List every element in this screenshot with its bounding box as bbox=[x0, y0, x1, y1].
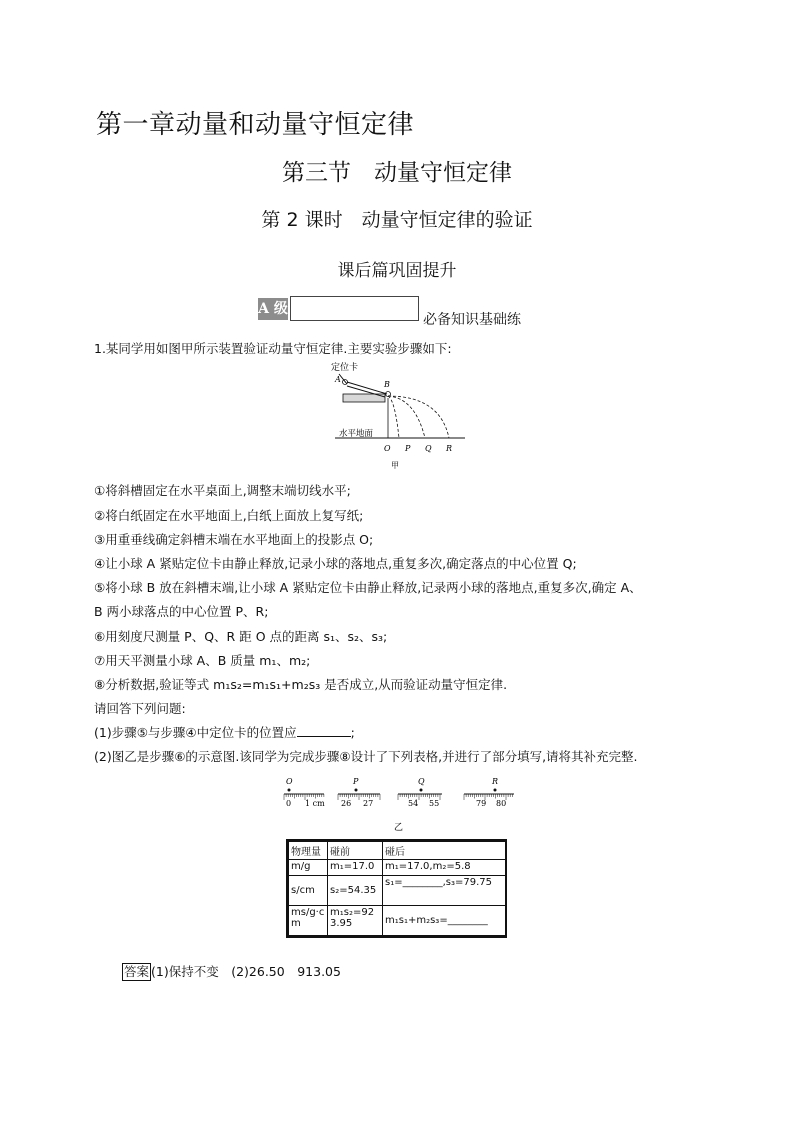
table-cell: s/cm bbox=[289, 876, 328, 906]
question-prompt: 请回答下列问题: bbox=[94, 701, 186, 716]
step-5-cont: B 两小球落点的中心位置 P、R; bbox=[94, 604, 269, 619]
table-row bbox=[289, 906, 506, 936]
table-cell: m₁s₁+m₂s₃=________ bbox=[383, 906, 506, 936]
step-8: ⑧分析数据,验证等式 m₁s₂=m₁s₁+m₂s₃ 是否成立,从而验证动量守恒定律. bbox=[94, 677, 508, 692]
ruler-tick-79: 79 bbox=[476, 799, 487, 808]
ball-b-label: B bbox=[384, 380, 390, 389]
point-o: O bbox=[384, 444, 391, 453]
table-header-cell: 碰后 bbox=[383, 842, 506, 860]
ruler-mark-o bbox=[288, 789, 291, 792]
card-label: 定位卡 bbox=[331, 363, 359, 373]
point-q: Q bbox=[425, 444, 432, 453]
figure-ruler bbox=[280, 774, 520, 836]
step-1: ①将斜槽固定在水平桌面上,调整末端切线水平; bbox=[94, 483, 351, 498]
ruler-tick-80: 80 bbox=[496, 799, 507, 808]
part-1-end: ; bbox=[350, 725, 355, 740]
table-header-cell: 物理量 bbox=[289, 842, 328, 860]
figure1-caption: 甲 bbox=[391, 461, 399, 470]
level-box bbox=[290, 296, 419, 321]
table-cell: s₁=________,s₃=79.75 bbox=[383, 876, 506, 906]
ruler-mark-q bbox=[420, 789, 423, 792]
step-3: ③用重垂线确定斜槽末端在水平地面上的投影点 O; bbox=[94, 532, 374, 547]
table-header-cell: 碰前 bbox=[328, 842, 383, 860]
ruler-letter-q: Q bbox=[418, 777, 425, 786]
part-2: (2)图乙是步骤⑥的示意图.该同学为完成步骤⑧设计了下列表格,并进行了部分填写,请将其补充完整. bbox=[94, 749, 638, 764]
trajectory-q bbox=[388, 396, 425, 438]
table-cell: m₁s₂=923.95 bbox=[328, 906, 383, 936]
answer-text: (1)保持不变 (2)26.50 913.05 bbox=[151, 964, 341, 979]
table-row bbox=[289, 876, 506, 906]
ruler-tick-26: 26 bbox=[341, 799, 352, 808]
table-cell: m/g bbox=[289, 860, 328, 876]
level-text: 必备知识基础练 bbox=[423, 312, 521, 328]
ruler-tick-1cm: 1 cm bbox=[305, 799, 325, 808]
ruler-tick-27: 27 bbox=[363, 799, 374, 808]
ground-label: 水平地面 bbox=[339, 429, 374, 439]
answer-line bbox=[122, 961, 341, 983]
point-r: R bbox=[446, 444, 453, 453]
question-intro: 1.某同学用如图甲所示装置验证动量守恒定律.主要实验步骤如下: bbox=[94, 341, 452, 356]
part-1-blank bbox=[297, 724, 351, 737]
section-title: 第三节 动量守恒定律 bbox=[282, 160, 512, 186]
data-table bbox=[288, 841, 506, 936]
table-cell: m₁=17.0 bbox=[328, 860, 383, 876]
ruler-tick-0: 0 bbox=[286, 799, 292, 808]
table-cell: s₂=54.35 bbox=[328, 876, 383, 906]
level-badge: A 级 bbox=[258, 298, 288, 320]
ruler-letter-o: O bbox=[286, 777, 293, 786]
lesson-title: 第 2 课时 动量守恒定律的验证 bbox=[261, 209, 533, 231]
ball-a-label: A bbox=[335, 375, 341, 384]
part-1-text: (1)步骤⑤与步骤④中定位卡的位置应 bbox=[94, 725, 297, 740]
step-2: ②将白纸固定在水平地面上,白纸上面放上复写纸; bbox=[94, 508, 364, 523]
table-cell: m₁=17.0,m₂=5.8 bbox=[383, 860, 506, 876]
step-7: ⑦用天平测量小球 A、B 质量 m₁、m₂; bbox=[94, 653, 311, 668]
figure-apparatus bbox=[325, 360, 475, 470]
step-6: ⑥用刻度尺测量 P、Q、R 距 O 点的距离 s₁、s₂、s₃; bbox=[94, 629, 388, 644]
ruler-tick-54: 54 bbox=[408, 799, 419, 808]
step-5: ⑤将小球 B 放在斜槽末端,让小球 A 紧贴定位卡由静止释放,记录两小球的落地点,重复多次,确定 A、 bbox=[94, 580, 642, 595]
ruler-mark-r bbox=[494, 789, 497, 792]
ruler-letter-r: R bbox=[492, 777, 499, 786]
subheading: 课后篇巩固提升 bbox=[337, 261, 457, 281]
point-p: P bbox=[405, 444, 411, 453]
ruler-mark-p bbox=[355, 789, 358, 792]
table-cell: ms/g·cm bbox=[289, 906, 328, 936]
ruler-letter-p: P bbox=[353, 777, 359, 786]
figure2-caption: 乙 bbox=[394, 823, 404, 833]
part-1 bbox=[94, 722, 355, 744]
answer-tag: 答案 bbox=[124, 964, 150, 979]
table-row bbox=[289, 860, 506, 876]
chapter-title: 第一章动量和动量守恒定律 bbox=[96, 110, 415, 140]
table-header-row bbox=[289, 842, 506, 860]
trajectory-r bbox=[388, 396, 449, 438]
trajectory-p bbox=[388, 396, 399, 438]
step-4: ④让小球 A 紧贴定位卡由静止释放,记录小球的落地点,重复多次,确定落点的中心位置 Q; bbox=[94, 556, 577, 571]
ruler-tick-55: 55 bbox=[429, 799, 440, 808]
